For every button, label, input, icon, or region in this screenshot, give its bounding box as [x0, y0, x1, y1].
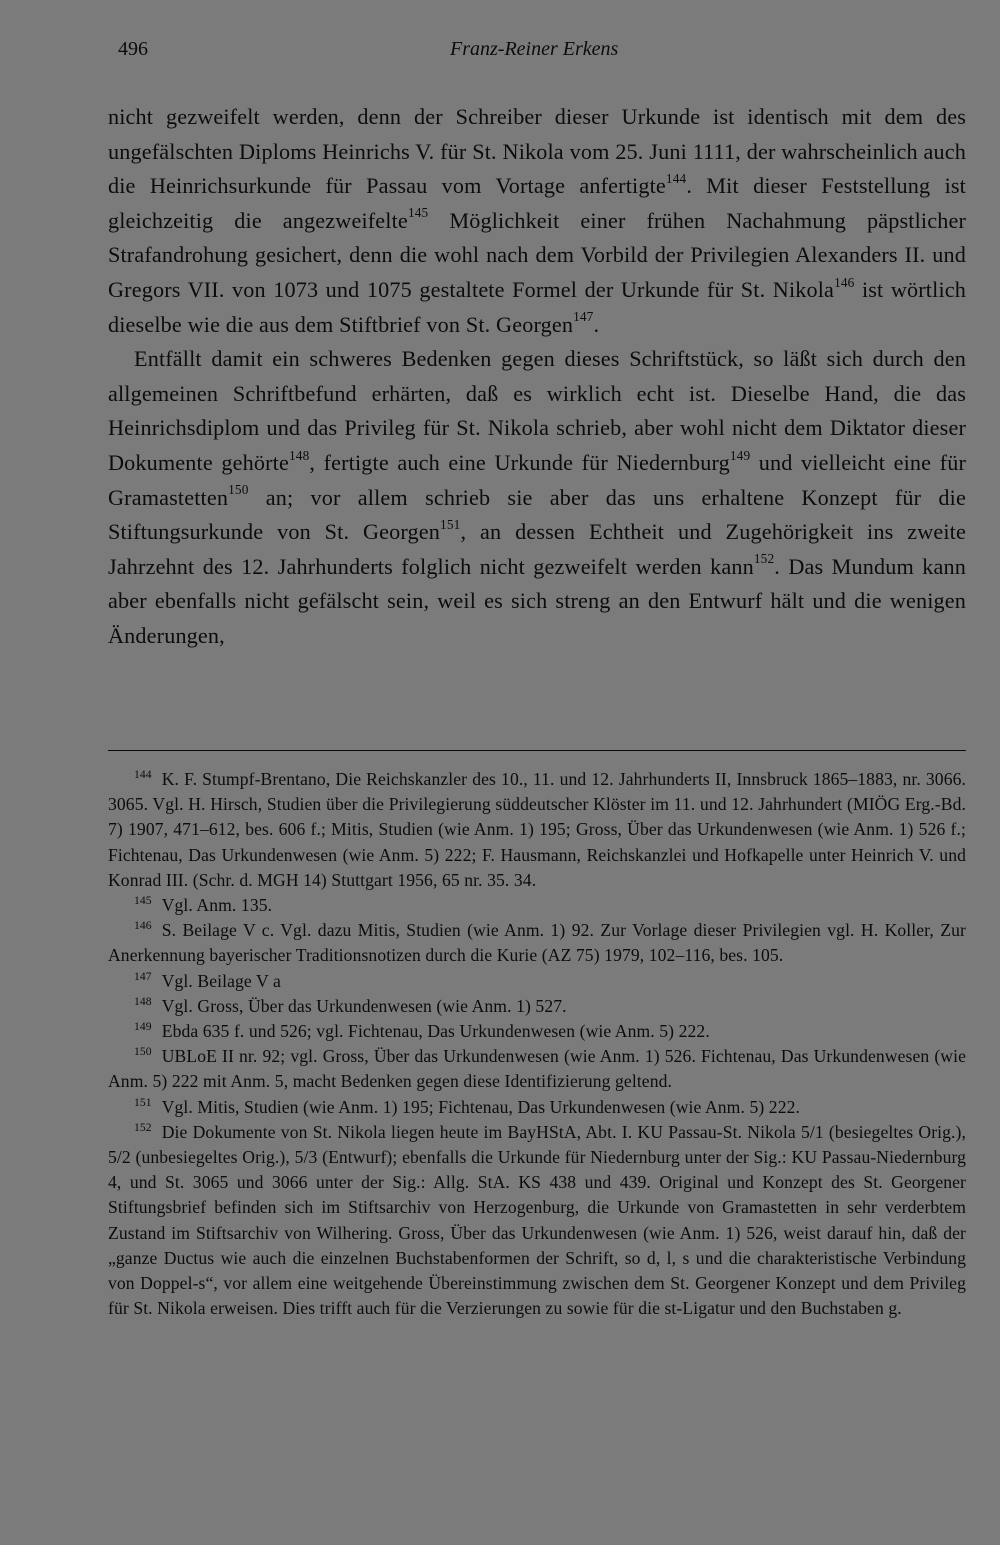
footnote-ref: 150	[228, 482, 249, 498]
text-run: , an dessen Echtheit und Zugehörigkeit ins zweite Jahrzehnt des 12. Jahrhunderts folglich nicht gezweifelt werden kann	[108, 519, 966, 579]
footnote-ref: 144	[665, 170, 687, 186]
footnote-147	[108, 969, 966, 994]
footnote-ref: 152	[753, 551, 775, 567]
paragraph-2	[108, 342, 966, 653]
footnote-number: 150	[134, 1045, 152, 1059]
footnote-number: 151	[134, 1095, 152, 1109]
footnote-text: Vgl. Anm. 135.	[161, 895, 273, 916]
footnote-number: 146	[134, 919, 152, 933]
footnote-150	[108, 1044, 966, 1094]
footnote-ref: 149	[729, 447, 751, 463]
text-run: . Mit dieser Feststellung ist gleichzeitig die angezweifelte	[108, 173, 966, 233]
footnote-number: 144	[134, 768, 152, 782]
footnote-text: Ebda 635 f. und 526; vgl. Fichtenau, Das Urkundenwesen (wie Anm. 5) 222.	[161, 1021, 710, 1042]
footnote-text: S. Beilage V c. Vgl. dazu Mitis, Studien (wie Anm. 1) 92. Zur Vorlage dieser Privilegien vgl. H. Koller, Zur Anerkennung bayerischer Traditionsnotizen durch die Kurie (AZ 75) 1979, 102–116, bes. 105.	[108, 920, 966, 966]
footnote-text: Die Dokumente von St. Nikola liegen heute im BayHStA, Abt. I. KU Passau-St. Nikola 5/1 (besiegeltes Orig.), 5/2 (unbesiegeltes Orig.), 5/3 (Entwurf); ebenfalls die Urkunde für Niedernburg unter der Sig.: KU Passau-Niedernburg 4, und St. 3065 und 3066 unter der Sig.: Allg. StA. KS 438 und 439. Original und Konzept des St. Georgener Stiftungsbrief befinden sich im Stiftsarchiv von Herzogenburg, die Urkunde von Gramastetten in sehr verderbtem Zustand im Stiftsarchiv von Wilhering. Gross, Über das Urkundenwesen (wie Anm. 1) 526, weist darauf hin, daß der „ganze Ductus wie auch die einzelnen Buchstabenformen der Schrift, so d, l, s und die charakteristische Verbindung von Doppel-s“, vor allem eine weitgehende Übereinstimmung zwischen dem St. Georgener Konzept und dem Privileg für St. Nikola erweisen. Dies trifft auch für die Verzierungen zu sowie für die st-Ligatur und den Buchstaben g.	[108, 1121, 966, 1319]
text-run: .	[593, 311, 600, 337]
footnote-text: Vgl. Mitis, Studien (wie Anm. 1) 195; Fichtenau, Das Urkundenwesen (wie Anm. 5) 222.	[161, 1096, 800, 1117]
page-number: 496	[118, 38, 148, 60]
text-run: ist wörtlich dieselbe wie die aus dem Stiftbrief von St. Georgen	[108, 276, 966, 337]
footnote-148	[108, 994, 966, 1019]
footnote-149	[108, 1019, 966, 1044]
footnote-ref: 151	[440, 516, 461, 532]
footnote-number: 152	[134, 1120, 152, 1134]
footnote-number: 148	[134, 994, 152, 1008]
footnote-text: Vgl. Gross, Über das Urkundenwesen (wie Anm. 1) 527.	[161, 995, 567, 1016]
footnote-text: Vgl. Beilage V a	[161, 970, 281, 991]
footnote-ref: 148	[288, 447, 310, 463]
footnote-145	[108, 893, 966, 918]
text-run: Möglichkeit einer frühen Nachahmung päpstlicher Strafandrohung gesichert, denn die wohl nach dem Vorbild der Privilegien Alexanders II. und Gregors VII. von 1073 und 1075 gestaltete Formel der Urkunde für St. Nikola	[108, 207, 967, 302]
text-run: . Das Mundum kann aber ebenfalls nicht gefälscht sein, weil es sich streng an den Entwurf hält und die wenigen Änderungen,	[108, 553, 966, 648]
main-text	[108, 100, 966, 654]
footnote-number: 145	[134, 894, 152, 908]
footnote-151	[108, 1095, 966, 1120]
footnotes	[108, 767, 966, 1321]
running-head	[108, 38, 964, 68]
footnote-146	[108, 918, 966, 968]
text-run: und vielleicht eine für Gramastetten	[108, 449, 966, 510]
footnote-number: 147	[134, 969, 152, 983]
running-title-author: Franz-Reiner Erkens	[450, 38, 619, 60]
footnote-text: UBLoE II nr. 92; vgl. Gross, Über das Urkundenwesen (wie Anm. 1) 526. Fichtenau, Das Urkundenwesen (wie Anm. 5) 222 mit Anm. 5, macht Bedenken gegen diese Identifizierung geltend.	[108, 1046, 966, 1092]
footnote-ref: 145	[407, 205, 429, 221]
text-run: Entfällt damit ein schweres Bedenken gegen dieses Schriftstück, so läßt sich durch den allgemeinen Schriftbefund erhärten, daß es wirklich echt ist. Dieselbe Hand, die das Heinrichsdiplom und das Privileg für St. Nikola schrieb, aber wohl nicht dem Diktator dieser Dokumente gehörte	[108, 346, 966, 475]
footnote-ref: 147	[573, 309, 594, 325]
footnote-152	[108, 1120, 966, 1322]
footnote-number: 149	[134, 1020, 152, 1034]
paragraph-1	[108, 100, 966, 342]
text-run: , fertigte auch eine Urkunde für Niedernburg	[309, 449, 730, 475]
footnote-text: K. F. Stumpf-Brentano, Die Reichskanzler des 10., 11. und 12. Jahrhunderts II, Innsbruck 1865–1883, nr. 3066. 3065. Vgl. H. Hirsch, Studien über die Privilegierung süddeutscher Klöster im 11. und 12. Jahrhundert (MIÖG Erg.-Bd. 7) 1907, 471–612, bes. 606 f.; Mitis, Studien (wie Anm. 1) 195; Gross, Über das Urkundenwesen (wie Anm. 1) 526 f.; Fichtenau, Das Urkundenwesen (wie Anm. 5) 222; F. Hausmann, Reichskanzlei und Hofkapelle unter Heinrich V. und Konrad III. (Schr. d. MGH 14) Stuttgart 1956, 65 nr. 35. 34.	[108, 769, 966, 890]
text-run: nicht gezweifelt werden, denn der Schreiber dieser Urkunde ist identisch mit dem des ungefälschten Diploms Heinrichs V. für St. Nikola vom 25. Juni 1111, der wahrscheinlich auch die Heinrichsurkunde für Passau vom Vortage anfertigte	[108, 104, 966, 199]
footnote-ref: 146	[834, 274, 855, 290]
text-run: an; vor allem schrieb sie aber das uns erhaltene Konzept für die Stiftungsurkunde von St. Georgen	[108, 484, 966, 545]
footnote-144	[108, 767, 966, 893]
footnote-divider	[108, 750, 966, 751]
